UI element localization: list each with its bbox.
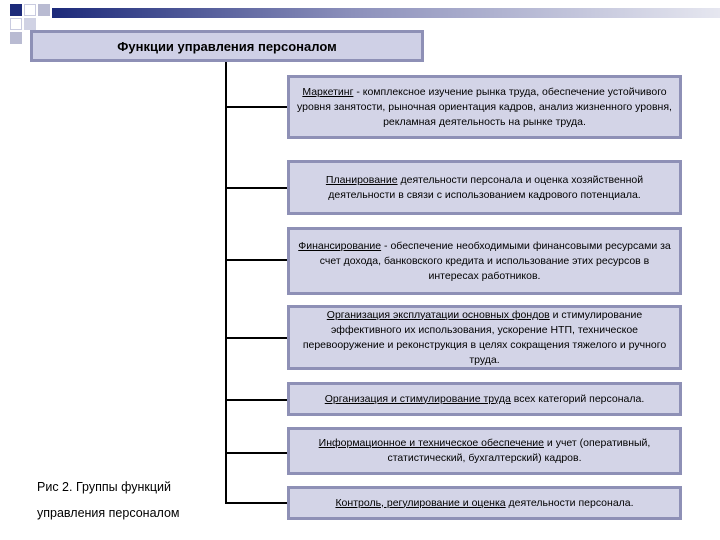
deco-square — [10, 4, 22, 16]
deco-square — [24, 4, 36, 16]
function-box-assets — [287, 305, 682, 370]
function-text: деятельности персонала. — [505, 496, 634, 509]
function-box-labor — [287, 382, 682, 416]
caption-line: Рис 2. Группы функций — [37, 480, 171, 494]
function-text: - комплексное изучение рынка труда, обеспечение устойчивого уровня занятости, рыночная ориентация кадров, анализ жизненного уровня, рекламная деятельность на рынке труда. — [297, 85, 672, 128]
function-box-information — [287, 427, 682, 475]
connector-branch — [225, 502, 287, 504]
header-gradient-bar — [52, 8, 720, 18]
deco-square — [38, 4, 50, 16]
connector-branch — [225, 187, 287, 189]
diagram-title: Функции управления персоналом — [30, 30, 424, 62]
function-box-marketing — [287, 75, 682, 139]
deco-square — [10, 18, 22, 30]
function-head: Планирование — [325, 173, 398, 186]
function-text: и учет (оперативный, статистический, бухгалтерский) кадров. — [387, 437, 651, 464]
function-head: Маркетинг — [302, 85, 354, 98]
function-head: Информационное и техническое обеспечение — [318, 437, 544, 449]
caption-line: управления персоналом — [37, 506, 180, 520]
function-text: и стимулирование эффективного их использования, ускорение НТП, техническое перевооружение и реконструкция в целях сокращения тяжелого и ручного труда. — [302, 308, 667, 366]
connector-trunk — [225, 62, 227, 503]
deco-square — [10, 32, 22, 44]
function-text: - обеспечение необходимыми финансовыми ресурсами за счет дохода, банковского кредита и использование этих ресурсов в интересах работников. — [319, 239, 671, 282]
function-head: Финансирование — [298, 239, 382, 252]
function-head: Контроль, регулирование и оценка — [335, 496, 506, 509]
deco-square — [24, 18, 36, 30]
connector-branch — [225, 259, 287, 261]
function-head: Организация эксплуатации основных фондов — [326, 308, 550, 321]
connector-branch — [225, 452, 287, 454]
figure-caption — [37, 474, 227, 526]
function-box-control — [287, 486, 682, 520]
connector-branch — [225, 337, 287, 339]
function-box-financing — [287, 227, 682, 295]
connector-branch — [225, 399, 287, 401]
connector-branch — [225, 106, 287, 108]
function-head: Организация и стимулирование труда — [324, 392, 511, 405]
function-text: всех категорий персонала. — [510, 392, 645, 405]
function-text: деятельности персонала и оценка хозяйственной деятельности в связи с использованием кадрового потенциала. — [328, 173, 644, 201]
function-box-planning — [287, 160, 682, 215]
